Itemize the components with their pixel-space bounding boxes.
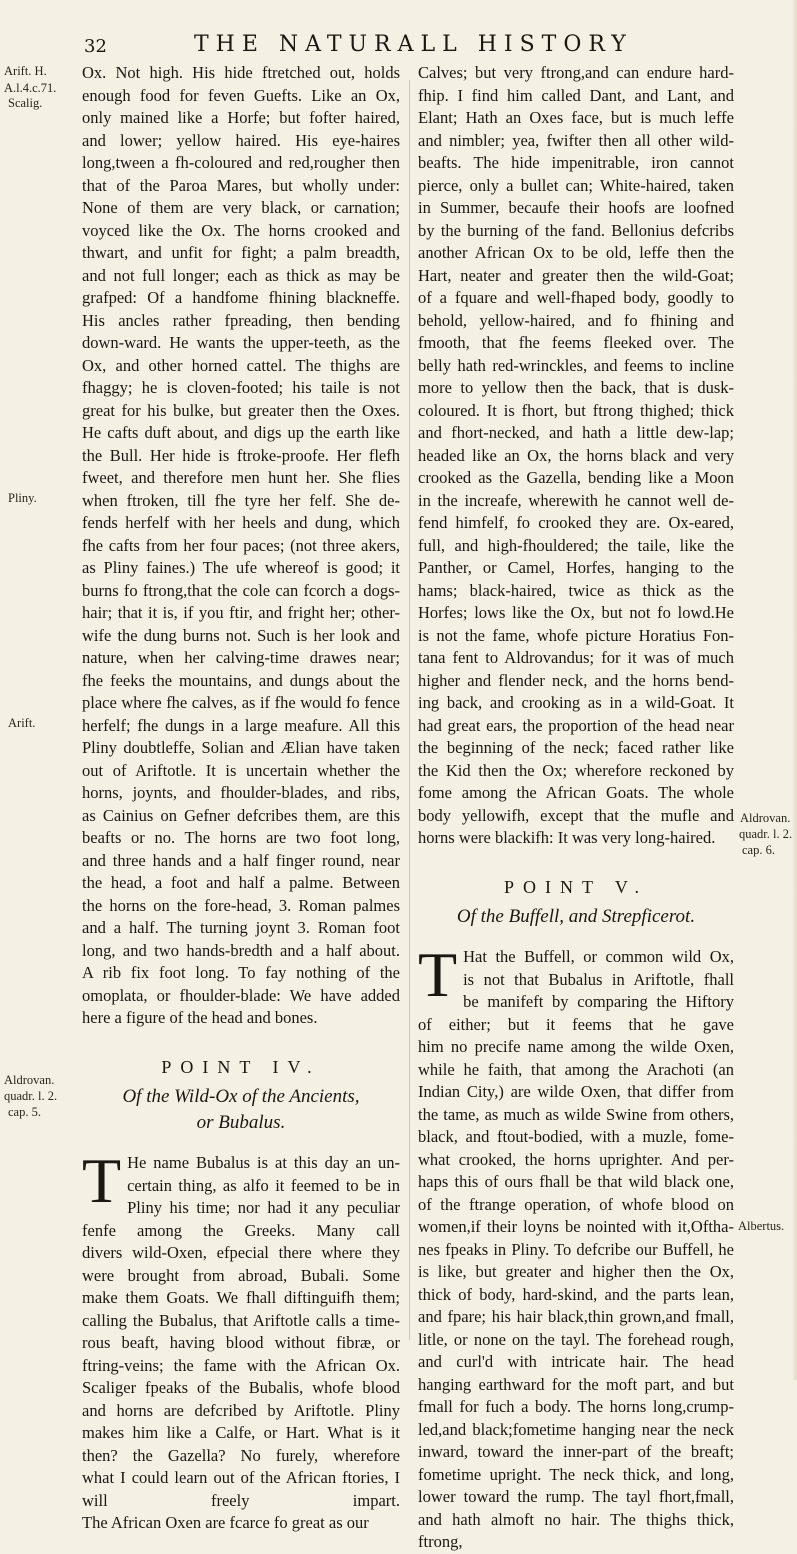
text-line: nature, when her calving-time drawes near; xyxy=(82,648,400,667)
text-line: fhip. I find him called Dant, and Lant, and xyxy=(418,85,734,105)
text-line: inward, toward the inner-part of the breaft; xyxy=(418,1442,734,1461)
text-line: black, and ftout-bodied, with a muzle, fome- xyxy=(418,1127,734,1146)
text-line: enough food for feven Guefts. Like an Ox, xyxy=(82,85,400,105)
text-line: fome among the African Goats. The whole xyxy=(418,783,734,802)
text-line: fweet, and therefore men hunt her. She flies xyxy=(82,468,400,487)
text-line: He cafts duft about, and digs up the earth like xyxy=(82,423,400,442)
text-line: Panther, or Camel, Horfes, hanging to the xyxy=(418,558,734,577)
text-line: Hart, neater and greater then the wild-Goat; xyxy=(418,265,734,285)
text-line: headed like an Ox, the horns black and very xyxy=(418,445,734,465)
text-line: in the increafe, wherewith he cannot well de- xyxy=(418,490,734,510)
text-line: pierce, only a bullet can; White-haired, taken xyxy=(418,175,734,195)
text-line: Elant; Hath an Oxes face, but is much leffe xyxy=(418,108,734,127)
text-line: Ox, and other horned cattel. The thighs are xyxy=(82,355,400,375)
text-line: and nimbler; yea, fwifter then all other wild- xyxy=(418,130,734,150)
text-line: the head, a foot and half a palme. Between xyxy=(82,873,400,892)
left-column xyxy=(82,62,400,1535)
text-line: fends herfelf with her heels and dung, which xyxy=(82,513,400,532)
text-line: Indian City,) are wilde Oxen, that differ from xyxy=(418,1082,734,1101)
text-line: thwart, and unfit for fight; a palm breadth, xyxy=(82,243,400,262)
text-line: as Cainius on Gefner defcribes them, are this xyxy=(82,805,400,825)
text-line: fhaggy; he is cloven-footed; his taile is not xyxy=(82,378,400,397)
text-line: higher and flender neck, and the horns bend- xyxy=(418,670,734,690)
text-line: hair; that it is, if you ftir, and fright her; other- xyxy=(82,603,400,622)
text-line: led,and black;fometime hanging near the neck xyxy=(418,1419,734,1439)
text-line: and hath almoft no hair. The thighs thick, xyxy=(418,1509,734,1529)
text-line: herfelf; fhe dungs in a large meafure. All this xyxy=(82,715,400,735)
text-line: of the ftrange operation, of whofe blood on xyxy=(418,1194,734,1214)
text-line: nes fpeaks in Pliny. To defcribe our Buffell, he xyxy=(418,1239,734,1259)
margin-note: A.l.4.c.71. xyxy=(4,81,57,95)
text-line: the tame, as much as wilde Swine from others, xyxy=(418,1104,734,1124)
text-line: hams; black-haired, twice as thick as the xyxy=(418,580,734,600)
text-line: another African Ox to be old, leffe then the xyxy=(418,243,734,262)
section-heading: POINT V. xyxy=(503,876,649,897)
text-line: women,if their loyns be nointed with it,Oftha- xyxy=(418,1217,734,1236)
column-gutter xyxy=(409,80,410,1340)
text-line: ftrong, xyxy=(418,1532,463,1551)
text-line: of a fquare and well-fhaped body, goodly to xyxy=(418,288,734,307)
text-line: only mained like a Horfe; but fofter haired, xyxy=(82,108,400,127)
text-line: when ftroken, till fhe tyre her felf. She de- xyxy=(82,490,400,510)
text-line: body yellowifh, except that the mufle and xyxy=(418,805,734,825)
section-heading: POINT IV. xyxy=(161,1056,321,1077)
text-line: certain thing, as alfo it feemed to be in xyxy=(127,1175,400,1195)
text-line: more to yellow then the back, that is dusk- xyxy=(418,378,734,397)
text-line: Scaliger fpeaks of the Bubalis, whofe blood xyxy=(82,1378,400,1397)
text-line: great for his bulke, but greater then the Oxes. xyxy=(82,400,400,420)
text-line: The African Oxen are fcarce fo great as our xyxy=(82,1513,369,1532)
margin-note: Arift. H. xyxy=(4,64,47,78)
text-line: wife the dung burns not. Such is her look and xyxy=(82,625,400,645)
text-line: beafts or no. The horns are two foot long, xyxy=(82,828,400,847)
text-line: Hat the Buffell, or common wild Ox, xyxy=(463,947,734,966)
text-line: fmooth, that fhe feems fleeked over. The xyxy=(418,333,734,352)
text-line: place where fhe calves, as if fhe would fo fence xyxy=(82,693,400,712)
text-line: is not that Bubalus in Ariftotle, fhall xyxy=(463,969,734,989)
text-line: here a figure of the head and bones. xyxy=(82,1008,318,1027)
text-line: makes him like a Calfe, or Hart. What is it xyxy=(82,1423,400,1442)
text-line: Calves; but very ftrong,and can endure hard- xyxy=(418,63,734,82)
text-line: Pliny doubtleffe, Solian and Ælian have taken xyxy=(82,738,400,757)
margin-note: Scalig. xyxy=(8,96,43,110)
text-line: and a half. The turning joynt 3. Roman foot xyxy=(82,918,400,937)
text-line: burns fo ftrong,that the cole can fcorch a dogs- xyxy=(82,580,400,600)
text-line: as Pliny faines.) The ufe whereof is good; it xyxy=(82,558,400,577)
text-line: had great ears, the proportion of the head near xyxy=(418,715,734,735)
text-line: will freely impart. xyxy=(82,1490,400,1510)
text-line: coloured. It is fhort, but ftrong thighed; thick xyxy=(418,400,734,420)
text-line: rous beaft, having blood without fibræ, or xyxy=(82,1333,400,1352)
text-line: what I could learn out of the African ftories, I xyxy=(82,1468,400,1487)
text-line: Pliny his time; nor had it any peculiar xyxy=(127,1198,400,1217)
text-line: omoplata, or fhoulder-blade: We have added xyxy=(82,985,400,1005)
text-line: down-ward. He wants the upper-teeth, as the xyxy=(82,333,400,352)
text-line: fmall for fuch a body. The horns long,crump- xyxy=(418,1397,734,1416)
text-line: and horns are defcribed by Ariftotle. Pliny xyxy=(82,1400,400,1420)
text-line: grafped: Of a handfome fhining blackneffe. xyxy=(82,288,400,307)
text-line: His ancles rather fpreading, then bending xyxy=(82,310,400,330)
margin-note: quadr. l. 2. xyxy=(4,1089,58,1103)
text-line: fhe feeks the mountains, and dungs about the xyxy=(82,670,400,690)
text-line: then? the Gazella? No furely, wherefore xyxy=(82,1445,400,1465)
text-line: while he faith, that among the Arachoti (an xyxy=(418,1059,734,1079)
text-line: None of them are very black, or carnation; xyxy=(82,198,400,217)
page-edge xyxy=(793,0,797,1380)
text-line: and fhort-necked, and hath a little dew-lap; xyxy=(418,423,734,442)
text-line: full, and high-fhouldered; the taile, like the xyxy=(418,535,734,555)
text-line: fhe cafts from her four paces; (not three akers, xyxy=(82,535,400,555)
text-line: lower toward the rump. The tayl fhort,fmall, xyxy=(418,1487,734,1506)
paragraph xyxy=(418,62,734,850)
margin-note: Aldrovan. xyxy=(740,811,791,825)
text-line: fenfe among the Greeks. Many call xyxy=(82,1220,400,1240)
text-line: ftring-veins; the fame with the African Ox. xyxy=(82,1355,400,1375)
text-line: and fpare; his hair black,thin grown,and fmall, xyxy=(418,1307,734,1326)
section-subtitle: Of the Wild-Ox of the Ancients, or Bubalus. xyxy=(122,1086,360,1133)
text-line: and lower; yellow haired. His eye-haires xyxy=(82,130,400,150)
text-line: thick of body, hard-skind, and the parts lean, xyxy=(418,1284,734,1304)
text-line: him no precife name among the wilde Oxen, xyxy=(418,1037,734,1056)
margin-note: cap. 6. xyxy=(742,843,775,857)
paragraph xyxy=(82,1145,400,1535)
margin-note: Pliny. xyxy=(8,491,37,505)
text-line: make them Goats. We fhall diftinguifh them; xyxy=(82,1288,400,1307)
text-line: divers wild-Oxen, efpecial there where they xyxy=(82,1243,400,1262)
margin-note: quadr. l. 2. xyxy=(739,827,793,841)
text-line: in Summer, becaufe their hoofs are loofned xyxy=(418,198,734,217)
page-number: 32 xyxy=(84,36,107,57)
text-line: and three hands and a half finger round, near xyxy=(82,850,400,870)
text-line: what crooked, the horns uprighter. And per- xyxy=(418,1149,734,1169)
right-column xyxy=(418,62,734,1554)
text-line: is not the fame, whofe picture Horatius Fon- xyxy=(418,625,734,645)
margin-note: cap. 5. xyxy=(8,1105,41,1119)
text-line: by the burning of the fand. Bellonius defcribs xyxy=(418,220,734,240)
text-line: long,tween a fh-coloured and red,rougher then xyxy=(82,153,400,172)
text-line: Ox. Not high. His hide ftretched out, holds xyxy=(82,63,400,82)
page-header xyxy=(84,30,764,58)
margin-note: Arift. xyxy=(8,716,36,730)
text-line: belly hath red-wrinckles, and feems to incline xyxy=(418,355,734,375)
running-title: THE NATURALL HISTORY xyxy=(194,32,633,57)
text-line: the horns on the fore-head, 3. Roman palmes xyxy=(82,895,400,915)
margin-note: Albertus. xyxy=(738,1219,785,1233)
text-line: voyced like the Ox. The horns crooked and xyxy=(82,220,400,240)
text-line: He name Bubalus is at this day an un- xyxy=(127,1153,400,1172)
text-line: of either; but it feems that he gave xyxy=(418,1014,734,1034)
text-line: Horfes; lows like the Ox, but not fo lowd.He xyxy=(418,603,734,622)
text-line: hanging earthward for the moft part, and but xyxy=(418,1374,734,1394)
text-line: horns, joynts, and fhoulder-blades, and ribs, xyxy=(82,783,400,802)
text-line: were brought from abroad, Bubali. Some xyxy=(82,1265,400,1285)
text-line: beafts. The hide impenitrable, iron cannot xyxy=(418,153,734,172)
text-line: tana fent to Aldrovandus; for it was of much xyxy=(418,648,734,667)
text-line: horns were blackifh: It was very long-haired. xyxy=(418,828,716,847)
margin-note: Aldrovan. xyxy=(4,1073,55,1087)
text-line: fometime upright. The neck thick, and long, xyxy=(418,1464,734,1484)
text-line: and curl'd with intricate hair. The head xyxy=(418,1352,734,1371)
text-line: behold, yellow-haired, and fo fhining and xyxy=(418,310,734,330)
text-line: is like, but greater and higher then the Ox, xyxy=(418,1262,734,1281)
text-line: the beginning of the neck; faced rather like xyxy=(418,738,734,757)
text-line: fend himfelf, fo crooked they are. Ox-eared, xyxy=(418,513,734,532)
text-line: crooked as the Gazella, bending like a Moon xyxy=(418,468,734,487)
text-line: long, and two hands-bredth and a half about. xyxy=(82,940,400,960)
drop-cap: T xyxy=(82,1145,122,1216)
section-subtitle: Of the Buffell, and Strepficerot. xyxy=(456,906,696,927)
drop-cap: T xyxy=(418,939,458,1010)
text-line: that of the Paroa Mares, but wholly under: xyxy=(82,175,400,195)
text-line: haps this of ours fhall be that wild black one, xyxy=(418,1172,734,1191)
text-line: litle, or none on the tayl. The forehead rough, xyxy=(418,1329,734,1349)
text-line: and not full longer; each as thick as may be xyxy=(82,265,400,285)
text-line: out of Ariftotle. It is uncertain whether the xyxy=(82,760,400,780)
text-line: the Kid then the Ox; wherefore reckoned by xyxy=(418,760,734,780)
text-line: calling the Bubalus, that Ariftotle calls a time- xyxy=(82,1310,400,1330)
text-line: ing back, and crooking as in a wild-Goat. It xyxy=(418,693,734,712)
text-line: the Bull. Her hide is ftroke-proofe. Her flefh xyxy=(82,445,400,465)
paragraph xyxy=(418,939,734,1554)
paragraph xyxy=(82,62,400,1030)
text-line: A rib fix foot long. To fay nothing of the xyxy=(82,963,400,982)
text-line: be manifeft by comparing the Hiftory xyxy=(463,992,734,1011)
